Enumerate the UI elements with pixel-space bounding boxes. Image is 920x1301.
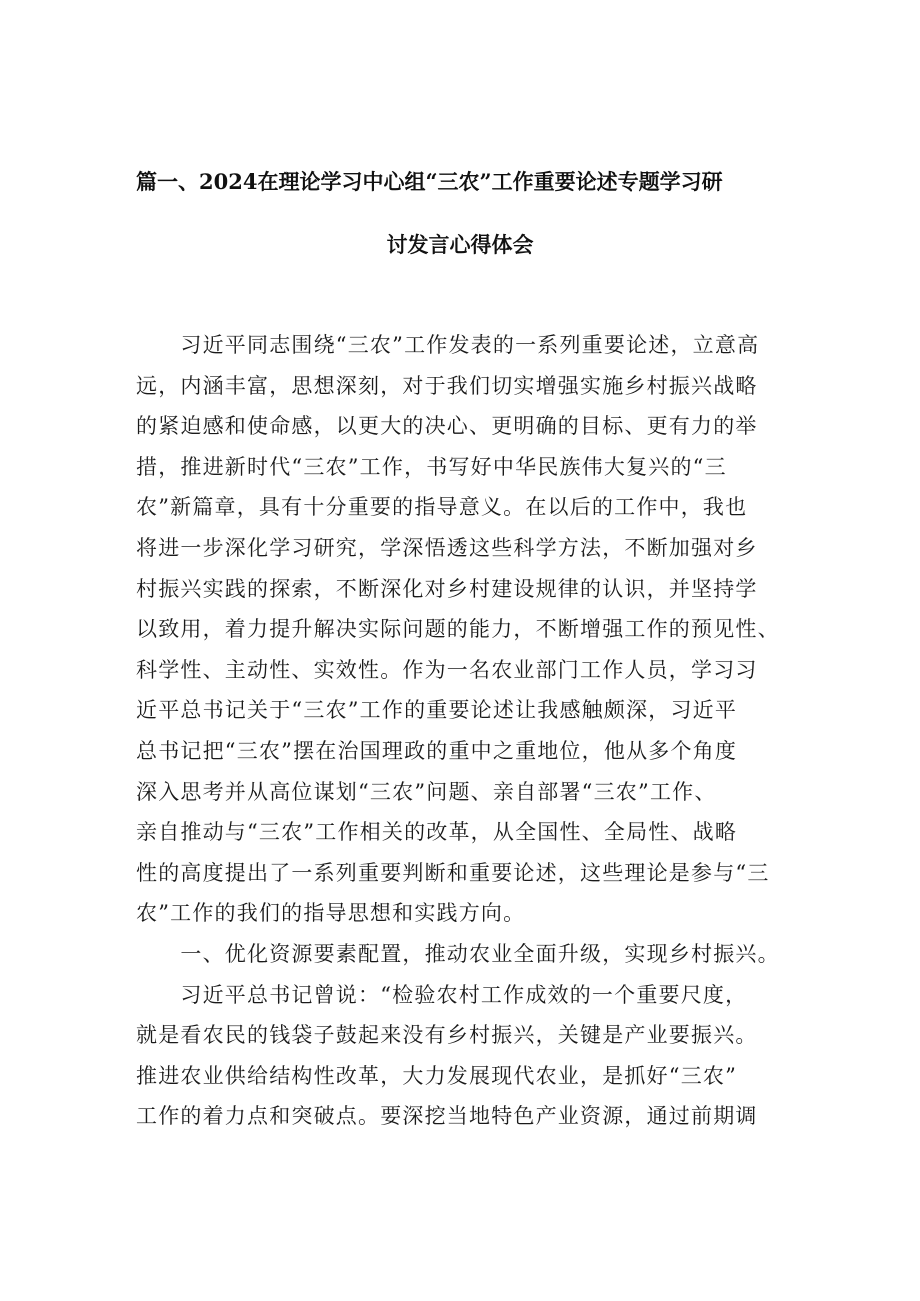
body-line: 科学性、主动性、实效性。作为一名农业部门工作人员，学习习 (136, 657, 758, 682)
body-line: 习近平总书记曾说：“检验农村工作成效的一个重要尺度， (136, 982, 748, 1007)
body-line: 村振兴实践的探索，不断深化对乡村建设规律的认识，并坚持学 (136, 576, 758, 601)
body-line: 就是看农民的钱袋子鼓起来没有乡村振兴，关键是产业要振兴。 (136, 1023, 758, 1048)
section-heading: 一、优化资源要素配置，推动农业全面升级，实现乡村振兴。 (136, 941, 780, 966)
document-title-line-1: 篇一、2024在理论学习中心组“三农”工作重要论述专题学习研 (136, 169, 723, 194)
body-line: 推进农业供给结构性改革，大力发展现代农业，是抓好“三农” (136, 1063, 738, 1088)
document-title-line-2: 讨发言心得体会 (386, 232, 534, 257)
body-line: 性的高度提出了一系列重要判断和重要论述，这些理论是参与“三 (136, 860, 770, 885)
body-line: 近平总书记关于“三农”工作的重要论述让我感触颇深，习近平 (136, 698, 738, 723)
body-line: 的紧迫感和使命感，以更大的决心、更明确的目标、更有力的举 (136, 414, 758, 439)
body-line: 深入思考并从高位谋划“三农”问题、亲自部署“三农”工作、 (136, 779, 717, 804)
body-line: 远，内涵丰富，思想深刻，对于我们切实增强实施乡村振兴战略 (136, 373, 758, 398)
body-line: 农”工作的我们的指导思想和实践方向。 (136, 901, 526, 926)
body-line: 以致用，着力提升解决实际问题的能力，不断增强工作的预见性、 (136, 617, 780, 642)
document-body (136, 325, 796, 1137)
body-line: 工作的着力点和突破点。要深挖当地特色产业资源，通过前期调 (136, 1104, 758, 1129)
body-line: 措，推进新时代“三农”工作，书写好中华民族伟大复兴的“三 (136, 454, 727, 479)
body-line: 亲自推动与“三农”工作相关的改革，从全国性、全局性、战略 (136, 820, 738, 845)
body-line: 将进一步深化学习研究，学深悟透这些科学方法，不断加强对乡 (136, 535, 758, 560)
body-line: 总书记把“三农”摆在治国理政的重中之重地位，他从多个角度 (136, 738, 738, 763)
body-line: 农”新篇章，具有十分重要的指导意义。在以后的工作中，我也 (136, 495, 748, 520)
body-line: 习近平同志围绕“三农”工作发表的一系列重要论述，立意高 (136, 333, 760, 357)
